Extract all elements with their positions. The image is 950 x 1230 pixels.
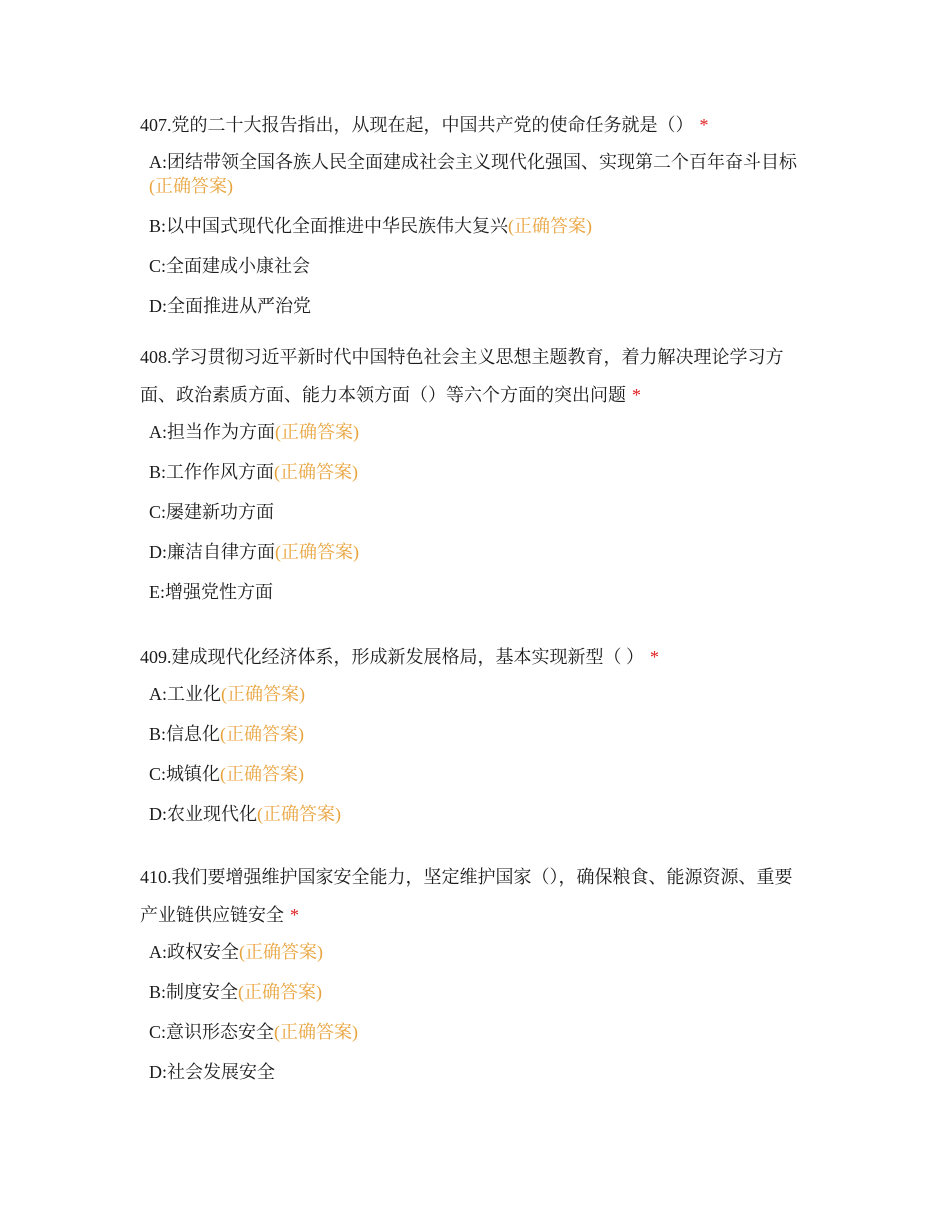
question-407 (140, 106, 810, 334)
correct-answer-tag: (正确答案) (275, 422, 359, 442)
option-e[interactable]: E:增强党性方面 (149, 582, 273, 602)
option-c[interactable]: C:城镇化(正确答案) (149, 764, 305, 784)
question-410 (140, 858, 810, 1100)
option-c[interactable]: C:意识形态安全(正确答案) (149, 1022, 359, 1042)
option-a[interactable]: A:团结带领全国各族人民全面建成社会主义现代化强国、实现第二个百年奋斗目标(正确答案) (149, 152, 797, 196)
question-title: 407.党的二十大报告指出，从现在起，中国共产党的使命任务就是（） * (140, 115, 709, 135)
option-d[interactable]: D:全面推进从严治党 (149, 296, 311, 316)
option-list (140, 940, 810, 1084)
option-a[interactable]: A:担当作为方面(正确答案) (149, 422, 359, 442)
option-c[interactable]: C:全面建成小康社会 (149, 256, 311, 276)
correct-answer-tag: (正确答案) (274, 462, 359, 482)
option-d[interactable]: D:廉洁自律方面(正确答案) (149, 542, 359, 562)
correct-answer-tag: (正确答案) (238, 982, 323, 1002)
option-b[interactable]: B:工作作风方面(正确答案) (149, 462, 359, 482)
correct-answer-tag: (正确答案) (275, 542, 359, 562)
question-title: 408.学习贯彻习近平新时代中国特色社会主义思想主题教育，着力解决理论学习方面、政治素质方面、能力本领方面（）等六个方面的突出问题 * (140, 347, 784, 405)
option-d[interactable]: D:农业现代化(正确答案) (149, 804, 341, 824)
correct-answer-tag: (正确答案) (257, 804, 341, 824)
correct-answer-tag: (正确答案) (239, 942, 323, 962)
correct-answer-tag: (正确答案) (220, 764, 305, 784)
question-title: 410.我们要增强维护国家安全能力，坚定维护国家（），确保粮食、能源资源、重要产业链供应链安全 * (140, 867, 793, 925)
option-d[interactable]: D:社会发展安全 (149, 1062, 275, 1082)
correct-answer-tag: (正确答案) (149, 176, 233, 196)
option-b[interactable]: B:信息化(正确答案) (149, 724, 305, 744)
correct-answer-tag: (正确答案) (220, 724, 305, 744)
correct-answer-tag: (正确答案) (221, 684, 305, 704)
question-408 (140, 338, 810, 620)
option-c[interactable]: C:屡建新功方面 (149, 502, 275, 522)
option-b[interactable]: B:制度安全(正确答案) (149, 982, 323, 1002)
question-title: 409.建成现代化经济体系，形成新发展格局，基本实现新型（ ） * (140, 647, 659, 667)
required-star: * (699, 115, 709, 135)
required-star: * (290, 905, 299, 925)
correct-answer-tag: (正确答案) (274, 1022, 359, 1042)
option-a[interactable]: A:政权安全(正确答案) (149, 942, 323, 962)
option-list (140, 420, 810, 604)
required-star: * (650, 647, 659, 667)
option-list (140, 150, 810, 318)
option-b[interactable]: B:以中国式现代化全面推进中华民族伟大复兴(正确答案) (149, 216, 593, 236)
correct-answer-tag: (正确答案) (508, 216, 593, 236)
required-star: * (632, 385, 641, 405)
option-a[interactable]: A:工业化(正确答案) (149, 684, 305, 704)
option-list (140, 682, 810, 826)
question-409 (140, 638, 810, 842)
